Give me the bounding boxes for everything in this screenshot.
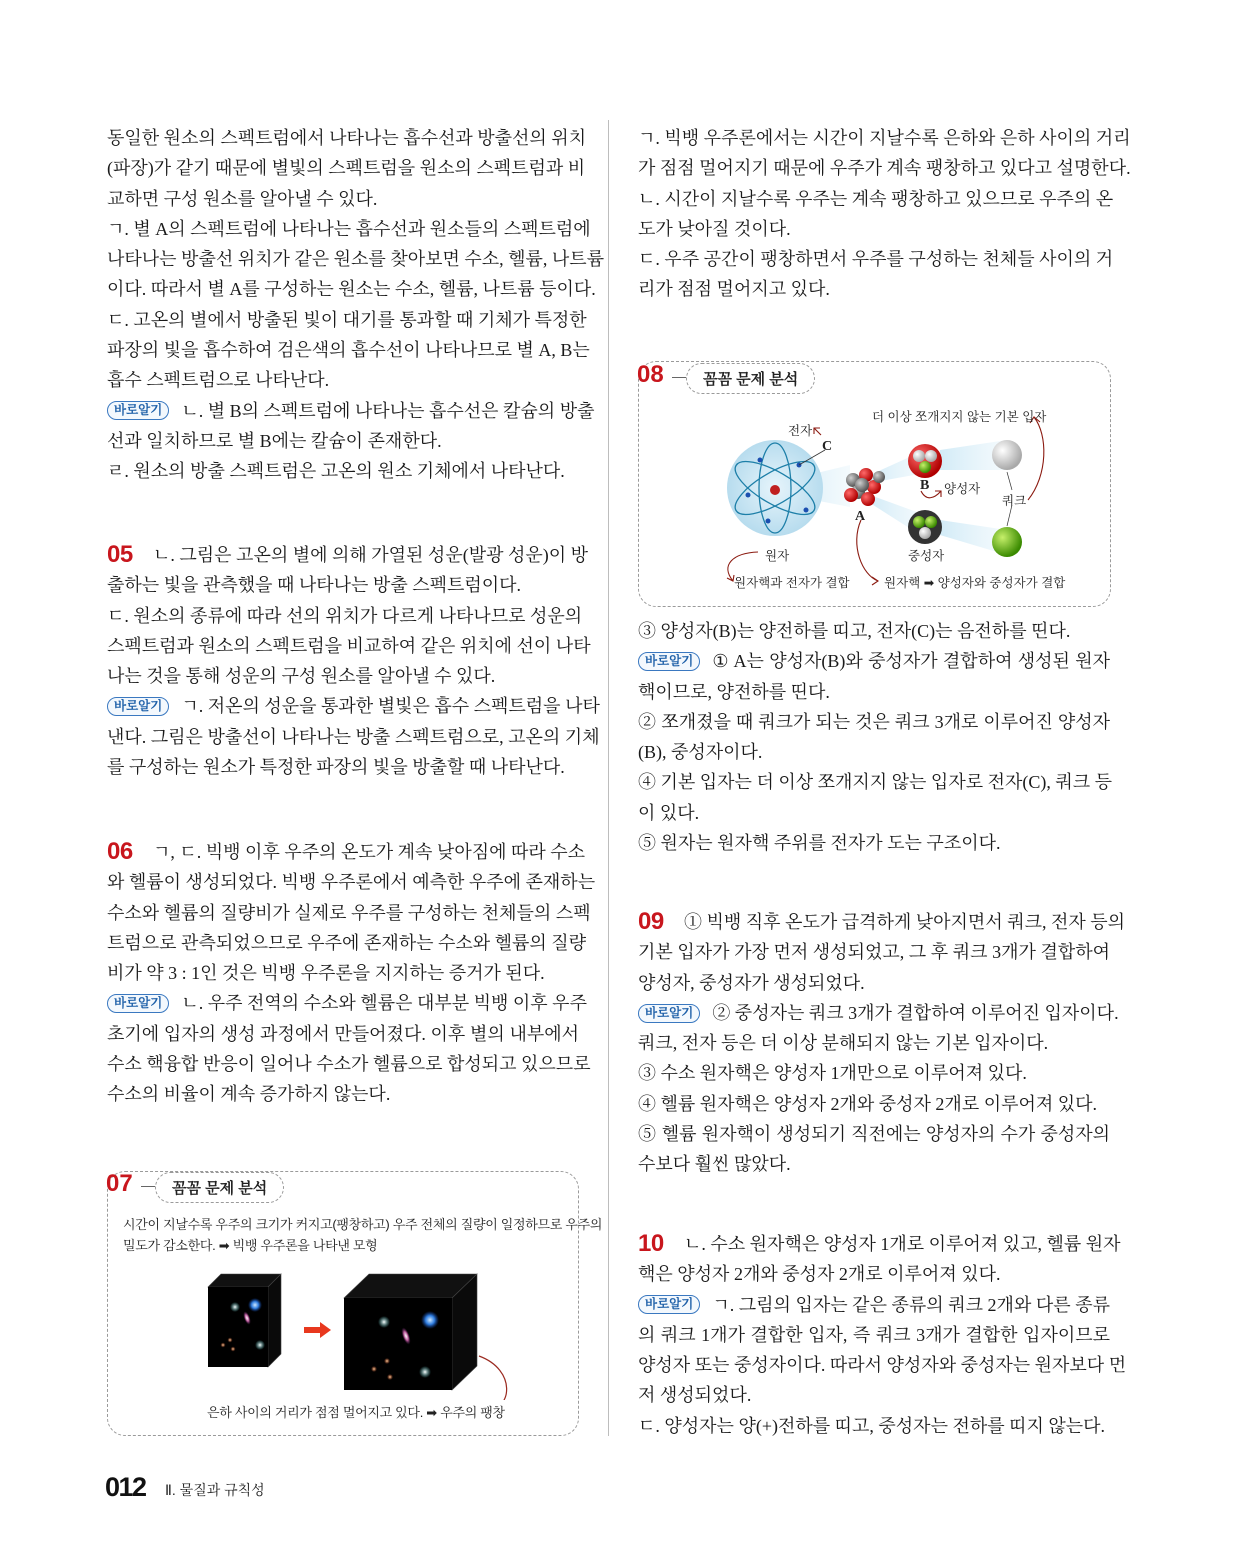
line-text: 수소와 헬륨의 질량비가 실제로 우주를 구성하는 천체들의 스펙 — [107, 902, 591, 923]
text-line — [107, 898, 591, 928]
text-line — [107, 722, 600, 752]
text-line — [638, 707, 1110, 737]
small-universe-cube — [208, 1274, 281, 1367]
line-text: 나타나는 방출선 위치가 같은 원소를 찾아보면 수소, 헬륨, 나트륨 — [107, 249, 605, 270]
line-text: 선과 일치하므로 별 B에는 칼슘이 존재한다. — [107, 430, 442, 451]
down-quark-illustration — [992, 527, 1022, 557]
line-text: 나는 것을 통해 성운의 구성 원소를 알아낼 수 있다. — [107, 666, 496, 687]
text-line — [638, 214, 1110, 244]
answer-10 — [638, 1229, 1127, 1441]
text-line — [107, 601, 583, 631]
correction-badge: 바로알기 — [107, 401, 169, 420]
line-text: 를 구성하는 원소가 특정한 파장의 빛을 방출할 때 나타난다. — [107, 757, 565, 778]
correction-paragraph — [107, 691, 600, 782]
caption-line: 시간이 지날수록 우주의 크기가 커지고(팽창하고) 우주 전체의 질량이 일정하므로 우주의 — [123, 1217, 603, 1232]
correction-badge: 바로알기 — [638, 1295, 700, 1314]
line-text: ③ 수소 원자핵은 양성자 1개만으로 이루어져 있다. — [638, 1063, 1027, 1084]
text-line — [638, 1058, 1110, 1088]
line-text: 동일한 원소의 스펙트럼에서 나타나는 흡수선과 방출선의 위치 — [107, 128, 587, 148]
paragraph — [638, 828, 1110, 858]
analysis-header: 꼼꼼 문제 분석 — [155, 1172, 284, 1203]
text-line — [107, 396, 595, 426]
text-line — [638, 968, 1110, 998]
text-line — [638, 274, 1110, 304]
label-b: B — [920, 478, 930, 493]
line-text: 저 생성되었다. — [638, 1385, 752, 1406]
text-line — [107, 631, 591, 661]
text-line — [638, 1119, 1110, 1149]
text-line — [638, 998, 1119, 1028]
text-line — [107, 305, 587, 335]
text-line — [638, 184, 1114, 214]
paragraph — [638, 616, 1110, 646]
line-text: 출하는 빛을 관측했을 때 나타나는 방출 스펙트럼이다. — [107, 575, 522, 596]
paragraph — [638, 767, 1113, 828]
paragraph — [107, 601, 591, 692]
question-number: 05 — [107, 541, 133, 568]
paragraph — [107, 123, 587, 214]
line-text: ② 중성자는 쿼크 3개가 결합하여 이루어진 입자이다. — [712, 1002, 1119, 1023]
line-text: 수소의 비율이 계속 증가하지 않는다. — [107, 1084, 391, 1105]
text-line — [638, 1290, 1110, 1320]
line-text: ㄱ. 그림의 입자는 같은 종류의 쿼크 2개와 다른 종류 — [712, 1294, 1110, 1315]
text-line — [107, 837, 586, 867]
line-text: ㄱ, ㄷ. 빅뱅 이후 우주의 온도가 계속 낮아짐에 따라 수소 — [153, 842, 586, 862]
text-line — [638, 1411, 1110, 1441]
paragraph — [107, 456, 579, 486]
text-line — [107, 988, 587, 1018]
line-text: ④ 기본 입자는 더 이상 쪼개지지 않는 입자로 전자(C), 쿼크 등 — [638, 772, 1113, 793]
text-line — [638, 646, 1110, 676]
text-line — [638, 1089, 1110, 1119]
text-line — [107, 540, 589, 570]
text-line — [107, 426, 579, 456]
text-line — [107, 752, 579, 782]
text-line — [638, 937, 1110, 967]
line-text: ㄹ. 원소의 방출 스펙트럼은 고온의 원소 기체에서 나타난다. — [107, 461, 565, 482]
label-a: A — [855, 509, 866, 524]
atom-structure-diagram — [638, 395, 1109, 595]
line-text: ㄱ. 별 A의 스펙트럼에 나타나는 흡수선과 원소들의 스펙트럼에 — [107, 218, 591, 239]
question-number: 10 — [638, 1230, 664, 1257]
line-text: ㄴ. 수소 원자핵은 양성자 1개로 이루어져 있고, 헬륨 원자 — [684, 1234, 1121, 1254]
text-line — [107, 1049, 591, 1079]
paragraph — [638, 1058, 1110, 1088]
line-text: 와 헬륨이 생성되었다. 빅뱅 우주론에서 예측한 우주에 존재하는 — [107, 872, 596, 893]
text-line — [638, 1259, 1110, 1289]
paragraph — [107, 837, 596, 988]
line-text: ㄴ. 그림은 고온의 별에 의해 가열된 성운(발광 성운)이 방 — [153, 545, 589, 565]
line-text: ㄱ. 빅뱅 우주론에서는 시간이 지날수록 은하와 은하 사이의 거리 — [638, 128, 1131, 148]
caption-line: 밀도가 감소한다. ➡ 빅뱅 우주론을 나타낸 모형 — [123, 1238, 378, 1253]
text-line — [638, 1028, 1110, 1058]
text-line — [638, 616, 1110, 646]
text-line — [638, 123, 1131, 153]
answer-05 — [107, 540, 600, 782]
question-number: 08 — [637, 361, 664, 388]
correction-paragraph — [638, 998, 1119, 1059]
analysis-header: 꼼꼼 문제 분석 — [686, 363, 815, 394]
text-line — [107, 123, 587, 153]
paragraph — [107, 214, 605, 305]
line-text: 트럼으로 관측되었으므로 우주에 존재하는 수소와 헬륨의 질량 — [107, 932, 587, 953]
correction-paragraph — [107, 988, 591, 1109]
correction-paragraph — [638, 646, 1110, 707]
paragraph — [638, 123, 1131, 184]
text-line — [107, 867, 596, 897]
text-line — [107, 958, 579, 988]
paragraph — [638, 244, 1114, 305]
paragraph — [638, 907, 1126, 998]
line-text: 교하면 구성 원소를 알아낼 수 있다. — [107, 188, 378, 209]
label-elementary-particle: 더 이상 쪼개지지 않는 기본 입자 — [872, 410, 1047, 424]
line-text: 핵은 양성자 2개와 중성자 2개로 이루어져 있다. — [638, 1264, 1001, 1285]
text-line — [638, 737, 1110, 767]
line-text: ㄴ. 우주 전역의 수소와 헬륨은 대부분 빅뱅 이후 우주 — [181, 993, 587, 1014]
text-line — [638, 153, 1131, 183]
text-line — [107, 1079, 579, 1109]
text-line — [638, 1380, 1110, 1410]
correction-badge: 바로알기 — [638, 1004, 700, 1023]
line-text: 기본 입자가 가장 먼저 생성되었고, 그 후 쿼크 3개가 결합하여 — [638, 942, 1110, 963]
line-text: 비가 약 3 : 1인 것은 빅뱅 우주론을 지지하는 증거가 된다. — [107, 963, 545, 984]
text-line — [107, 244, 605, 274]
correction-paragraph — [107, 396, 595, 457]
atom-illustration — [727, 440, 825, 536]
text-line — [638, 767, 1113, 797]
label-atom: 원자 — [765, 549, 790, 563]
text-line — [107, 928, 587, 958]
text-line — [107, 691, 600, 721]
line-text: 초기에 입자의 생성 과정에서 만들어졌다. 이후 별의 내부에서 — [107, 1023, 579, 1044]
universe-expansion-diagram — [107, 1260, 577, 1400]
paragraph — [638, 1411, 1110, 1441]
line-text: 핵이므로, 양전하를 띤다. — [638, 681, 830, 702]
paragraph — [638, 1119, 1110, 1180]
line-text: ㄴ. 별 B의 스펙트럼에 나타나는 흡수선은 칼슘의 방출 — [181, 400, 595, 421]
line-text: ① A는 양성자(B)와 중성자가 결합하여 생성된 원자 — [712, 651, 1110, 672]
proton-illustration — [908, 444, 942, 478]
text-line — [638, 1320, 1110, 1350]
text-line — [638, 1350, 1127, 1380]
correction-badge: 바로알기 — [107, 994, 169, 1013]
column-divider — [608, 120, 609, 1436]
line-text: ㄷ. 우주 공간이 팽창하면서 우주를 구성하는 천체들 사이의 거 — [638, 249, 1114, 270]
text-line — [107, 570, 579, 600]
red-arrow-icon — [304, 1322, 331, 1338]
line-text: 가 점점 멀어지기 때문에 우주가 계속 팽창하고 있다고 설명한다. — [638, 158, 1131, 179]
line-text: 수소 핵융합 반응이 일어나 수소가 헬륨으로 합성되고 있으므로 — [107, 1054, 591, 1075]
bottom-caption: 은하 사이의 거리가 점점 멀어지고 있다. ➡ 우주의 팽창 — [207, 1405, 505, 1420]
line-text: ㄷ. 고온의 별에서 방출된 빛이 대기를 통과할 때 기체가 특정한 — [107, 309, 587, 330]
line-text: ⑤ 헬륨 원자핵이 생성되기 직전에는 양성자의 수가 중성자의 — [638, 1124, 1110, 1145]
line-text: ㄷ. 양성자는 양(+)전하를 띠고, 중성자는 전하를 띠지 않는다. — [638, 1415, 1106, 1436]
paragraph — [638, 1229, 1121, 1290]
line-text: 의 쿼크 1개가 결합한 입자, 즉 쿼크 3개가 결합한 입자이므로 — [638, 1324, 1110, 1345]
line-text: ⑤ 원자는 원자핵 주위를 전자가 도는 구조이다. — [638, 833, 1001, 854]
line-text: ① 빅뱅 직후 온도가 급격하게 낮아지면서 쿼크, 전자 등의 — [684, 912, 1126, 932]
label-c: C — [822, 439, 833, 454]
text-line — [638, 907, 1126, 937]
line-text: ㄱ. 저온의 성운을 통과한 별빛은 흡수 스펙트럼을 나타 — [181, 696, 600, 717]
line-text: 이 있다. — [638, 802, 700, 823]
text-line — [107, 335, 590, 365]
question-number: 09 — [638, 908, 664, 935]
line-text: 양성자 또는 중성자이다. 따라서 양성자와 중성자는 원자보다 먼 — [638, 1355, 1127, 1376]
paragraph — [638, 184, 1114, 245]
correction-badge: 바로알기 — [638, 652, 700, 671]
answer-06 — [107, 837, 596, 1110]
line-text: 양성자, 중성자가 생성되었다. — [638, 972, 865, 993]
text-line — [638, 1229, 1121, 1259]
text-line — [107, 274, 596, 304]
question-number: 07 — [106, 1170, 133, 1197]
text-line — [107, 184, 579, 214]
text-line — [107, 661, 579, 691]
line-text: 수보다 훨씬 많았다. — [638, 1154, 791, 1175]
neutron-illustration — [908, 510, 942, 544]
line-text: 파장의 빛을 흡수하여 검은색의 흡수선이 나타나므로 별 A, B는 — [107, 340, 590, 361]
curved-arrow — [479, 1356, 507, 1400]
text-line — [107, 1019, 579, 1049]
line-text: (B), 중성자이다. — [638, 742, 763, 763]
text-line — [638, 1149, 1110, 1179]
label-atom-description: 원자핵과 전자가 결합 — [734, 576, 850, 590]
line-text: 스펙트럼과 원소의 스펙트럼을 비교하여 같은 위치에 선이 나타 — [107, 635, 591, 656]
answer-07-explanation — [638, 123, 1131, 305]
line-text: 리가 점점 멀어지고 있다. — [638, 279, 830, 300]
correction-paragraph — [638, 1290, 1127, 1411]
paragraph — [638, 1089, 1110, 1119]
up-quark-illustration — [992, 440, 1022, 470]
section-title: Ⅱ. 물질과 규칙성 — [165, 1482, 265, 1498]
label-nucleus-description: 원자핵 ➡ 양성자와 중성자가 결합 — [884, 576, 1066, 590]
line-text: ㄷ. 원소의 종류에 따라 선의 위치가 다르게 나타나므로 성운의 — [107, 605, 583, 626]
question-number: 06 — [107, 838, 133, 865]
label-electron: 전자 — [788, 424, 813, 438]
line-text: ③ 양성자(B)는 양전하를 띠고, 전자(C)는 음전하를 띤다. — [638, 621, 1071, 641]
answer-08 — [638, 616, 1113, 858]
paragraph — [638, 707, 1110, 768]
answer-09 — [638, 907, 1126, 1180]
text-line — [638, 798, 1110, 828]
text-line — [107, 456, 579, 486]
line-text: 흡수 스펙트럼으로 나타난다. — [107, 370, 330, 391]
line-text: 낸다. 그림은 방출선이 나타나는 방출 스펙트럼으로, 고온의 기체 — [107, 726, 600, 747]
text-line — [107, 365, 579, 395]
label-neutron: 중성자 — [908, 549, 945, 563]
line-text: ② 쪼개졌을 때 쿼크가 되는 것은 쿼크 3개로 이루어진 양성자 — [638, 711, 1110, 732]
correction-badge: 바로알기 — [107, 697, 169, 716]
page-number: 012 — [105, 1472, 146, 1502]
line-text: ㄴ. 시간이 지날수록 우주는 계속 팽창하고 있으므로 우주의 온 — [638, 188, 1114, 209]
line-text: 도가 낮아질 것이다. — [638, 218, 791, 239]
text-line — [107, 153, 586, 183]
intro-explanation — [107, 123, 605, 487]
line-text: (파장)가 같기 때문에 별빛의 스펙트럼을 원소의 스펙트럼과 비 — [107, 158, 586, 179]
paragraph — [107, 305, 590, 396]
text-line — [638, 677, 1110, 707]
text-line — [107, 214, 591, 244]
line-text: ④ 헬륨 원자핵은 양성자 2개와 중성자 2개로 이루어져 있다. — [638, 1093, 1098, 1114]
line-text: 이다. 따라서 별 A를 구성하는 원소는 수소, 헬륨, 나트륨 등이다. — [107, 279, 596, 300]
large-universe-cube — [344, 1274, 477, 1390]
text-line — [638, 828, 1110, 858]
paragraph — [107, 540, 589, 601]
text-line — [638, 244, 1114, 274]
label-proton: 양성자 — [944, 482, 981, 496]
line-text: 쿼크, 전자 등은 더 이상 분해되지 않는 기본 입자이다. — [638, 1033, 1049, 1054]
label-quark: 쿼크 — [1002, 494, 1027, 508]
